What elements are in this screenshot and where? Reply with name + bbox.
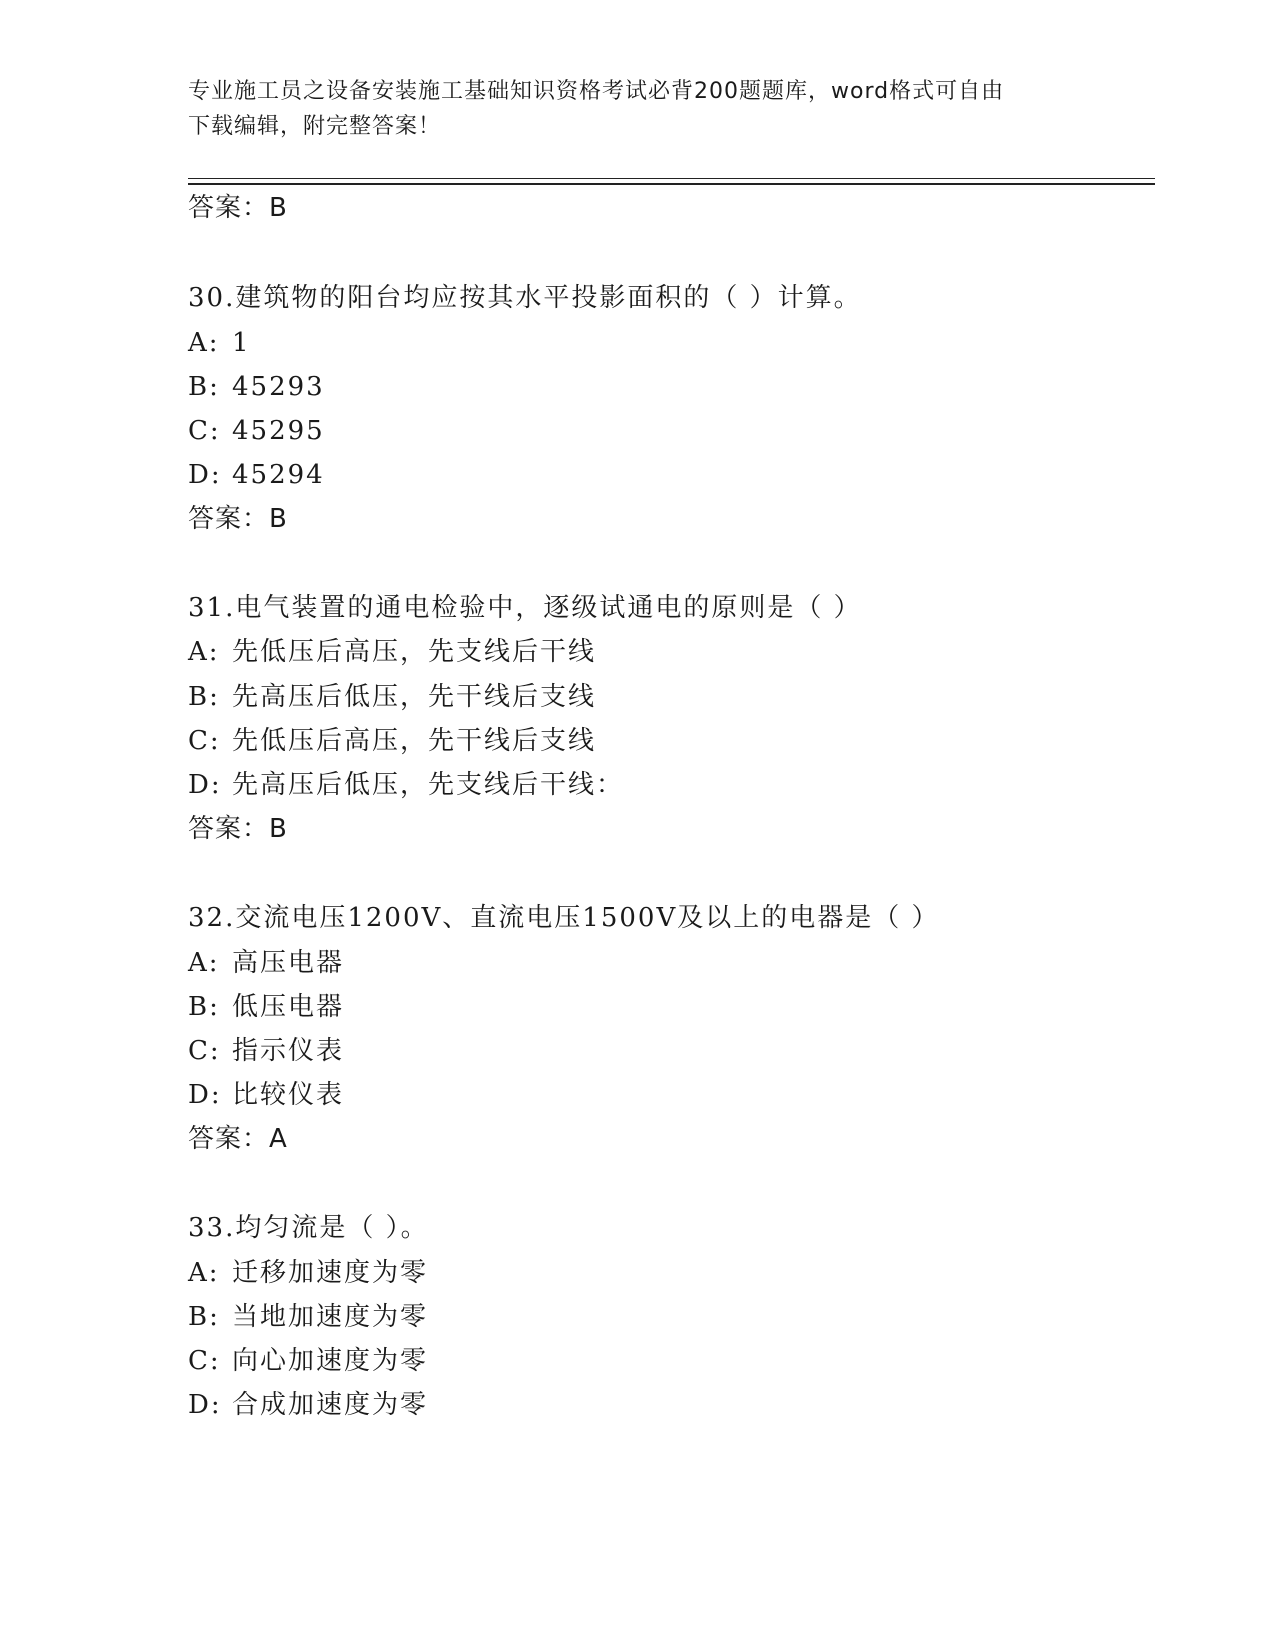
option-key: C:: [188, 1346, 221, 1376]
question-31-option-b: [188, 680, 596, 714]
option-key: C:: [188, 726, 221, 756]
option-key: B:: [188, 992, 220, 1022]
option-key: B:: [188, 1302, 220, 1332]
option-key: B:: [188, 372, 220, 402]
option-text: 比较仪表: [232, 1080, 345, 1110]
previous-answer: 答案：B: [188, 193, 288, 223]
option-text: 当地加速度为零: [232, 1302, 429, 1332]
question-32-option-d: [188, 1078, 344, 1112]
question-30-option-d: [188, 458, 325, 492]
option-text: 指示仪表: [232, 1036, 345, 1066]
option-text: 45294: [232, 460, 325, 490]
option-key: A:: [188, 1258, 220, 1288]
header-line-1: 专业施工员之设备安装施工基础知识资格考试必背200题题库，word格式可自由: [188, 79, 1005, 104]
question-31-option-d: [188, 768, 624, 802]
option-text: 1: [232, 328, 251, 358]
question-30-option-c: [188, 414, 325, 448]
option-key: A:: [188, 637, 220, 667]
question-32-option-c: [188, 1034, 344, 1068]
header-rule-thick: [188, 183, 1155, 185]
option-text: 合成加速度为零: [232, 1390, 429, 1420]
question-30-stem: 30.建筑物的阳台均应按其水平投影面积的（ ）计算。: [188, 283, 862, 313]
option-key: D:: [188, 1390, 222, 1420]
option-key: A:: [188, 948, 220, 978]
option-key: A:: [188, 328, 220, 358]
option-key: B:: [188, 682, 220, 712]
question-30-answer: 答案：B: [188, 504, 288, 534]
option-key: D:: [188, 460, 222, 490]
option-text: 先高压后低压，先支线后干线：: [232, 770, 625, 800]
question-31-stem: 31.电气装置的通电检验中，逐级试通电的原则是（ ）: [188, 593, 862, 623]
question-30-option-b: [188, 370, 325, 404]
question-32-stem: 32.交流电压1200V、直流电压1500V及以上的电器是（ ）: [188, 903, 940, 933]
option-text: 45295: [232, 416, 325, 446]
option-key: D:: [188, 1080, 222, 1110]
option-text: 向心加速度为零: [232, 1346, 429, 1376]
option-text: 45293: [232, 372, 325, 402]
question-31-answer: 答案：B: [188, 814, 288, 844]
option-text: 低压电器: [232, 992, 345, 1022]
option-text: 先低压后高压，先支线后干线: [232, 637, 597, 667]
question-33-option-b: [188, 1300, 428, 1334]
option-key: C:: [188, 416, 221, 446]
question-32-option-a: [188, 946, 344, 980]
option-text: 先低压后高压，先干线后支线: [232, 726, 597, 756]
option-text: 先高压后低压，先干线后支线: [232, 682, 597, 712]
question-33-option-a: [188, 1256, 428, 1290]
document-header: [188, 74, 1088, 144]
question-31-option-c: [188, 724, 596, 758]
option-key: D:: [188, 770, 222, 800]
question-32-answer: 答案：A: [188, 1124, 288, 1154]
option-text: 高压电器: [232, 948, 345, 978]
question-32-option-b: [188, 990, 344, 1024]
header-rule-thin: [188, 178, 1155, 179]
option-key: C:: [188, 1036, 221, 1066]
question-33-stem: 33.均匀流是（ ）。: [188, 1213, 429, 1243]
question-31-option-a: [188, 635, 596, 669]
question-30-option-a: [188, 326, 251, 360]
question-33-option-c: [188, 1344, 428, 1378]
option-text: 迁移加速度为零: [232, 1258, 429, 1288]
question-33-option-d: [188, 1388, 428, 1422]
header-line-2: 下载编辑，附完整答案！: [188, 114, 442, 139]
